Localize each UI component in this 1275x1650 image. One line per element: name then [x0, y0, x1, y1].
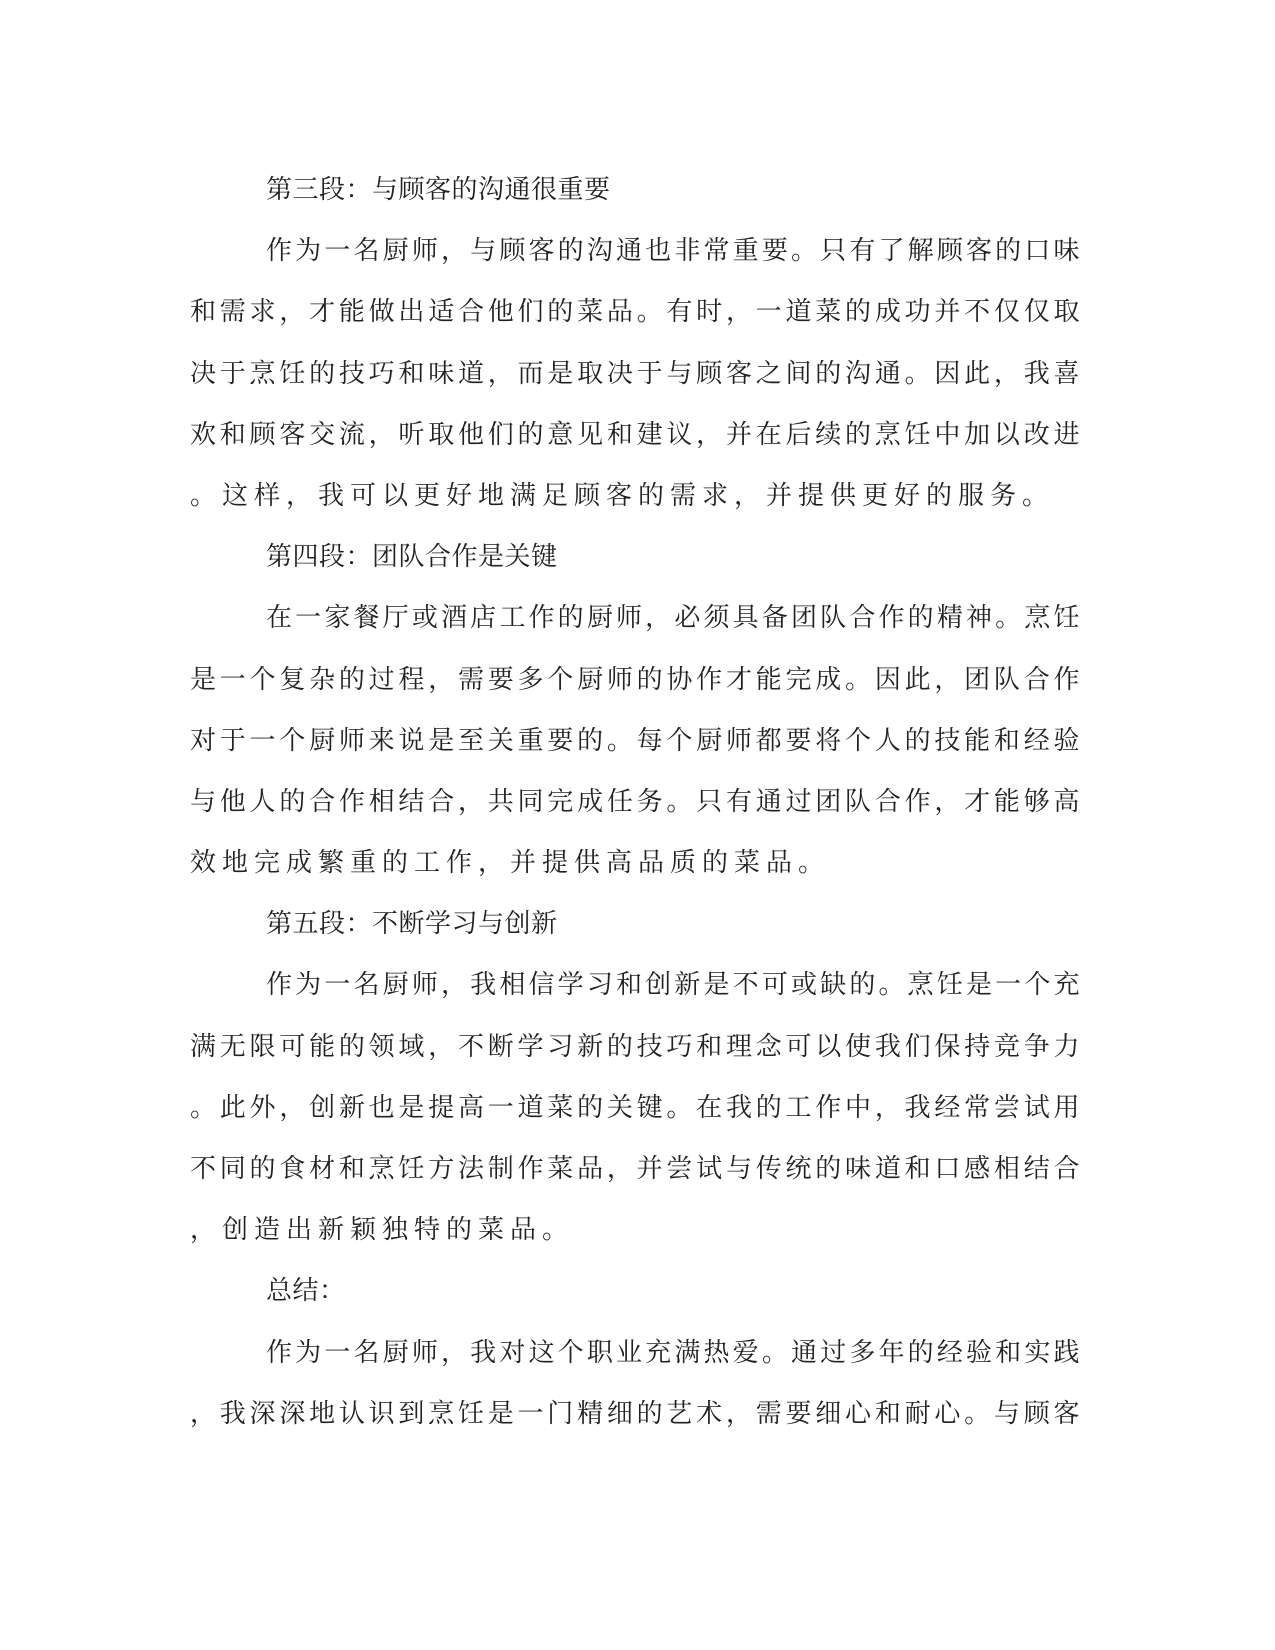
paragraph-line: 在一家餐厅或酒店工作的厨师，必须具备团队合作的精神。烹饪 — [266, 603, 1080, 634]
paragraph-line: 和需求，才能做出适合他们的菜品。有时，一道菜的成功并不仅仅取 — [190, 297, 1080, 328]
paragraph-line: ，我深深地认识到烹饪是一门精细的艺术，需要细心和耐心。与顾客 — [190, 1398, 1080, 1429]
paragraph-line: 作为一名厨师，我相信学习和创新是不可或缺的。烹饪是一个充 — [266, 970, 1080, 1001]
section-heading-4: 第四段：团队合作是关键 — [266, 542, 558, 573]
paragraph-line: 作为一名厨师，与顾客的沟通也非常重要。只有了解顾客的口味 — [266, 236, 1080, 267]
paragraph-line: 对于一个厨师来说是至关重要的。每个厨师都要将个人的技能和经验 — [190, 725, 1080, 756]
paragraph-line: 欢和顾客交流，听取他们的意见和建议，并在后续的烹饪中加以改进 — [190, 419, 1080, 450]
paragraph-line: 效地完成繁重的工作，并提供高品质的菜品。 — [190, 848, 831, 879]
paragraph-line: 。这样，我可以更好地满足顾客的需求，并提供更好的服务。 — [190, 480, 1055, 511]
section-heading-5: 第五段：不断学习与创新 — [266, 909, 558, 940]
paragraph-line: 是一个复杂的过程，需要多个厨师的协作才能完成。因此，团队合作 — [190, 664, 1080, 695]
paragraph-line: ，创造出新颖独特的菜品。 — [190, 1215, 575, 1246]
section-heading-3: 第三段：与顾客的沟通很重要 — [266, 175, 611, 205]
paragraph-line: 与他人的合作相结合，共同完成任务。只有通过团队合作，才能够高 — [190, 786, 1080, 817]
paragraph-line: 不同的食材和烹饪方法制作菜品，并尝试与传统的味道和口感相结合 — [190, 1154, 1080, 1184]
paragraph-line: 作为一名厨师，我对这个职业充满热爱。通过多年的经验和实践 — [266, 1337, 1080, 1368]
paragraph-line: 满无限可能的领域，不断学习新的技巧和理念可以使我们保持竞争力 — [190, 1031, 1080, 1062]
document-body — [190, 160, 1080, 1445]
paragraph-line: 决于烹饪的技巧和味道，而是取决于与顾客之间的沟通。因此，我喜 — [190, 358, 1080, 389]
paragraph-line: 。此外，创新也是提高一道菜的关键。在我的工作中，我经常尝试用 — [190, 1092, 1080, 1123]
summary-heading: 总结： — [266, 1276, 346, 1307]
